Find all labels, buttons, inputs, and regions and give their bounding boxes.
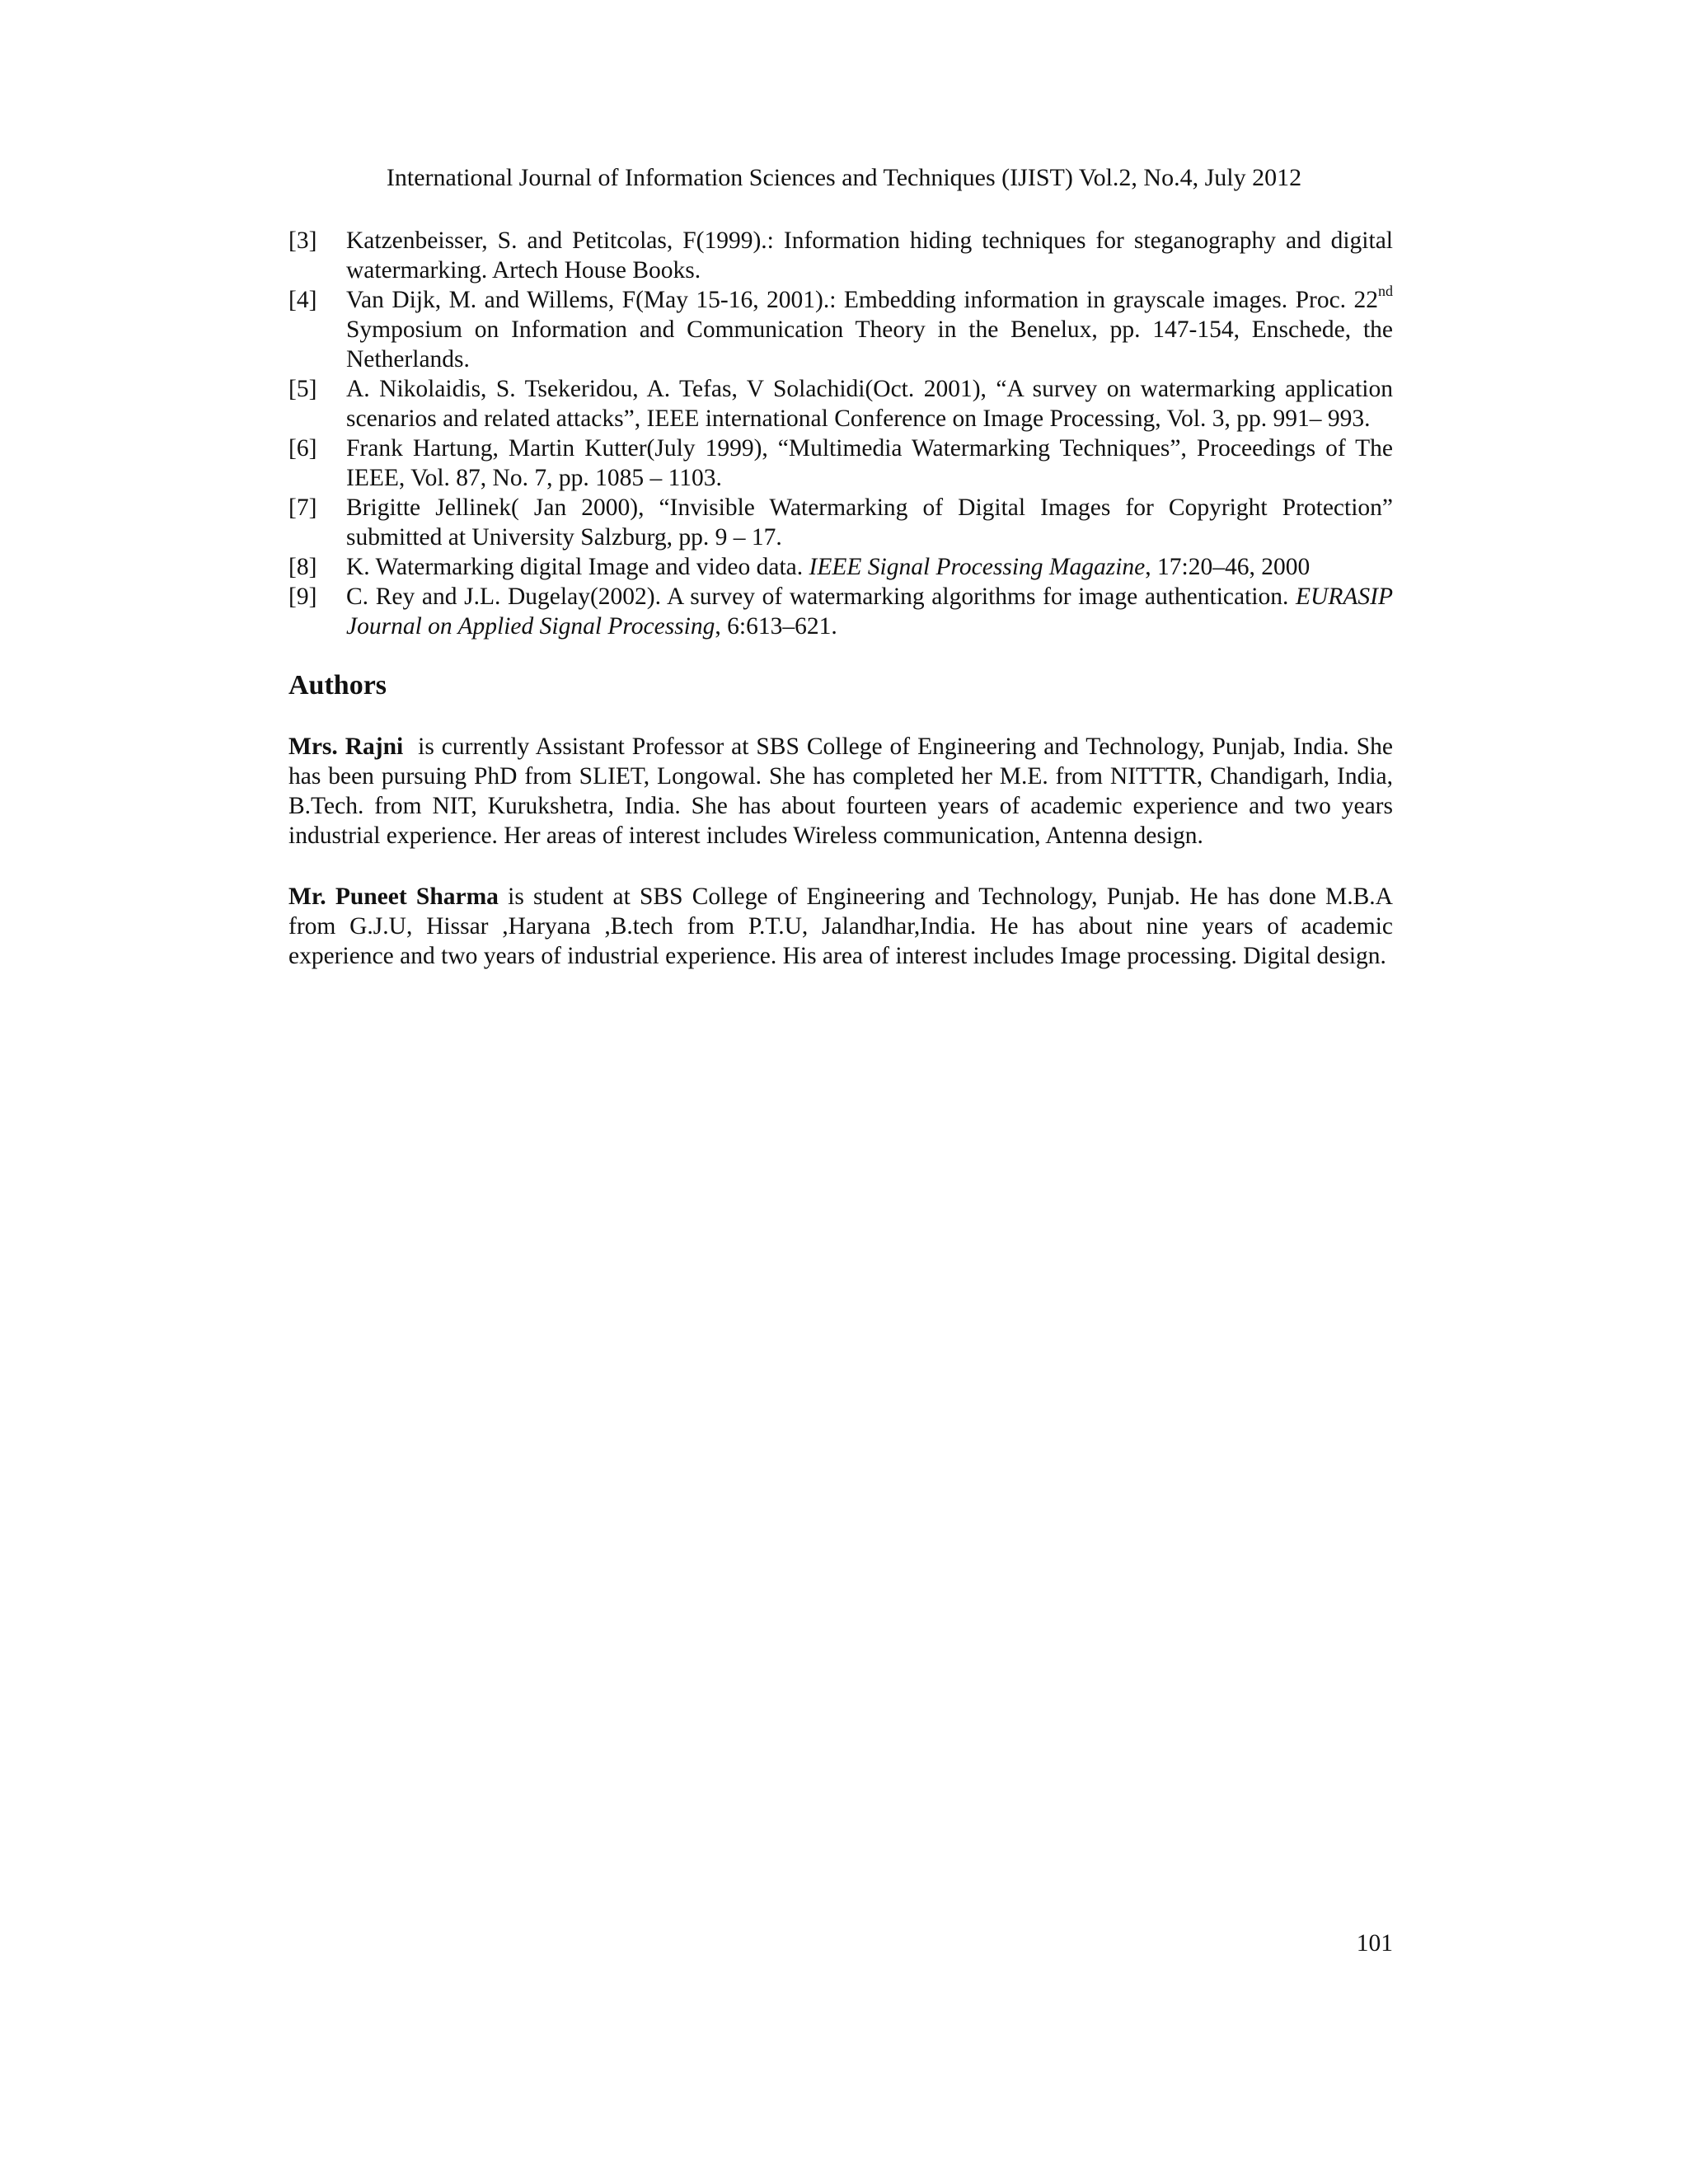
author-bio-rajni xyxy=(288,732,1400,851)
ordinal-superscript: nd xyxy=(1378,283,1393,299)
reference-number: [5] xyxy=(288,376,317,402)
reference-text xyxy=(346,582,1393,641)
reference-number: [9] xyxy=(288,583,317,610)
reference-text-part: Van Dijk, M. and Willems, F(May 15-16, 2001).: Embedding information in grayscale images. Proc. 22 xyxy=(346,287,1378,313)
reference-text: Brigitte Jellinek( Jan 2000), “Invisible Watermarking of Digital Images for Copyright Protection” submitted at University Salzburg, pp. 9 – 17. xyxy=(346,494,1393,551)
reference-text: Frank Hartung, Martin Kutter(July 1999), “Multimedia Watermarking Techniques”, Proceedings of The IEEE, Vol. 87, No. 7, pp. 1085 – 1103. xyxy=(346,435,1393,491)
author-bio-sharma xyxy=(288,882,1393,971)
reference-text-part: , 17:20–46, 2000 xyxy=(1145,554,1311,580)
reference-text-part: C. Rey and J.L. Dugelay(2002). A survey of watermarking algorithms for image authentication. xyxy=(346,583,1296,610)
page-body xyxy=(288,226,1400,1002)
reference-item-3 xyxy=(288,226,1393,285)
reference-text: A. Nikolaidis, S. Tsekeridou, A. Tefas, V Solachidi(Oct. 2001), “A survey on watermarking application scenarios and related attacks”, IEEE international Conference on Image Processing, Vol. 3, pp. 991– 993. xyxy=(346,376,1393,432)
author-name: Mrs. Rajni xyxy=(288,733,404,760)
author-bio-text: is student at SBS College of Engineering and Technology, Punjab. He has done M.B.A from G.J.U, Hissar ,Haryana ,B.tech from P.T.U, Jalandhar,India. He has about nine years of academic experience and two years of industrial experience. His area of interest includes Image processing. Digital design. xyxy=(288,883,1393,969)
reference-item-7 xyxy=(288,493,1393,552)
reference-text xyxy=(346,285,1393,374)
reference-text-part: Symposium on Information and Communication Theory in the Benelux, pp. 147-154, Enschede, the Netherlands. xyxy=(346,316,1393,373)
reference-list xyxy=(288,226,1393,641)
reference-text xyxy=(346,552,1393,582)
reference-item-9 xyxy=(288,582,1393,641)
reference-text-part: K. Watermarking digital Image and video data. xyxy=(346,554,809,580)
reference-number: [7] xyxy=(288,494,317,521)
reference-item-5 xyxy=(288,374,1393,434)
page-number: 101 xyxy=(1356,1930,1393,1957)
reference-text-part: , 6:613–621. xyxy=(715,613,837,640)
journal-title: IEEE Signal Processing Magazine xyxy=(809,554,1146,580)
journal-title: EURASIP Journal on Applied Signal Processing xyxy=(346,583,1393,640)
author-bio-text: is currently Assistant Professor at SBS College of Engineering and Technology, Punjab, India. She has been pursuing PhD from SLIET, Longowal. She has completed her M.E. from NITTTR, Chandigarh, India, B.Tech. from NIT, Kurukshetra, India. She has about fourteen years of academic experience and two years industrial experience. Her areas of interest includes Wireless communication, Antenna design. xyxy=(288,733,1400,849)
reference-number: [4] xyxy=(288,287,317,313)
authors-heading: Authors xyxy=(288,670,387,701)
reference-item-8 xyxy=(288,552,1393,582)
reference-number: [3] xyxy=(288,227,317,254)
reference-text: Katzenbeisser, S. and Petitcolas, F(1999).: Information hiding techniques for steganography and digital watermarking. Artech House Books. xyxy=(346,227,1393,284)
reference-number: [6] xyxy=(288,435,317,462)
running-header: International Journal of Information Sciences and Techniques (IJIST) Vol.2, No.4, July 2012 xyxy=(386,164,1302,191)
reference-item-4 xyxy=(288,285,1393,374)
author-name: Mr. Puneet Sharma xyxy=(288,883,499,910)
reference-number: [8] xyxy=(288,554,317,580)
reference-item-6 xyxy=(288,434,1393,493)
